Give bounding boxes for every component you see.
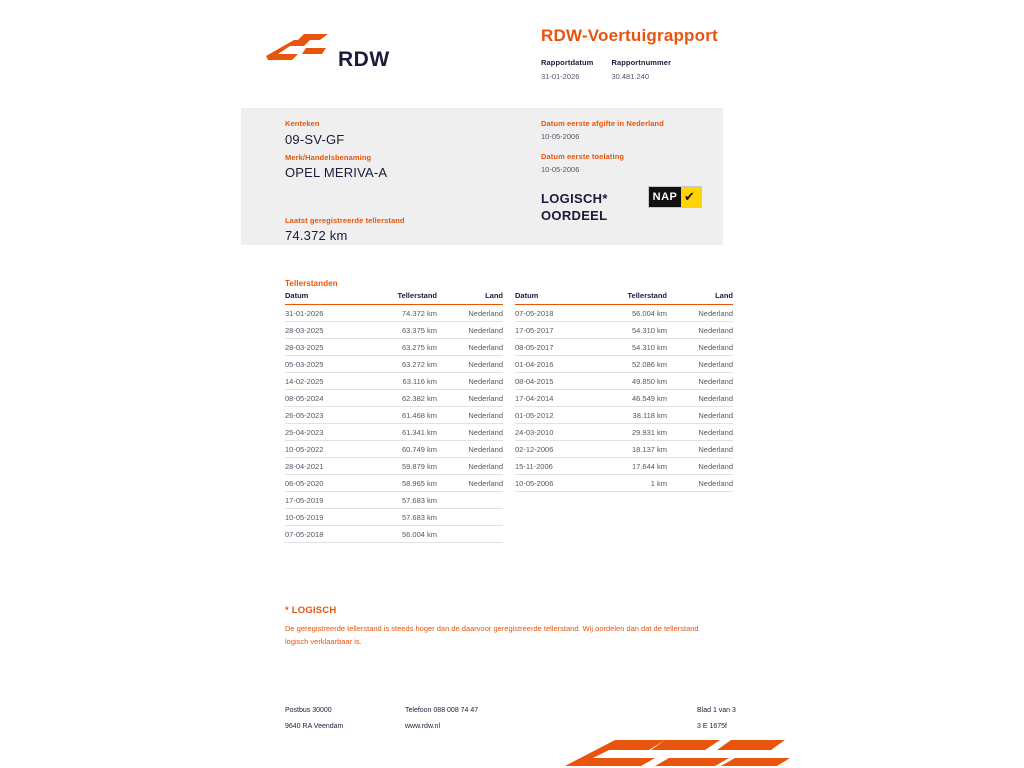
note-body: De geregistreerde tellerstand is steeds hoger dan de daarvoor geregistreerde tellerstand. Wij oordelen dan dat de tellerstand logisch verklaarbaar is.	[285, 624, 699, 646]
vehicle-summary-panel	[241, 108, 723, 245]
first-issue-label: Datum eerste afgifte in Nederland	[541, 119, 664, 128]
cell-datum: 25-04-2023	[285, 424, 359, 441]
col-land: Land	[455, 291, 503, 305]
table-row	[515, 305, 733, 322]
report-date-block	[541, 58, 607, 81]
cell-land: Nederland	[685, 356, 733, 373]
cell-land: Nederland	[685, 322, 733, 339]
table-row	[515, 458, 733, 475]
cell-datum: 28-03-2025	[285, 339, 359, 356]
cell-datum: 14-02-2025	[285, 373, 359, 390]
report-number-block	[611, 58, 671, 81]
cell-tellerstand: 60.749 km	[359, 441, 455, 458]
cell-land: Nederland	[455, 390, 503, 407]
cell-land	[455, 492, 503, 509]
table-row	[285, 373, 503, 390]
odometer-section-title: Tellerstanden	[285, 279, 338, 288]
cell-land: Nederland	[455, 407, 503, 424]
col-land: Land	[685, 291, 733, 305]
report-number-label: Rapportnummer	[611, 58, 672, 67]
cell-datum: 01-05-2012	[515, 407, 589, 424]
cell-datum: 08-05-2024	[285, 390, 359, 407]
report-number-value: 30.481.240	[611, 72, 649, 81]
cell-land	[455, 526, 503, 543]
cell-tellerstand: 63.275 km	[359, 339, 455, 356]
footer-page-info	[697, 703, 736, 735]
cell-tellerstand: 54.310 km	[589, 322, 685, 339]
cell-tellerstand: 52.086 km	[589, 356, 685, 373]
table-row	[515, 339, 733, 356]
cell-land: Nederland	[455, 305, 503, 322]
cell-land: Nederland	[685, 475, 733, 492]
cell-datum: 07-05-2018	[515, 305, 589, 322]
table-row	[515, 475, 733, 492]
cell-datum: 24-03-2010	[515, 424, 589, 441]
table-row	[515, 424, 733, 441]
col-tellerstand: Tellerstand	[359, 291, 455, 305]
cell-datum: 17-05-2019	[285, 492, 359, 509]
table-row	[285, 305, 503, 322]
cell-tellerstand: 49.850 km	[589, 373, 685, 390]
cell-land: Nederland	[685, 339, 733, 356]
cell-land: Nederland	[455, 475, 503, 492]
cell-tellerstand: 54.310 km	[589, 339, 685, 356]
report-title: RDW-Voertuigrapport	[541, 26, 718, 45]
cell-datum: 15-11-2006	[515, 458, 589, 475]
rdw-logo-icon	[264, 34, 330, 64]
footer-decoration-icon	[545, 738, 790, 768]
cell-tellerstand: 62.382 km	[359, 390, 455, 407]
table-row	[285, 441, 503, 458]
cell-datum: 08-04-2015	[515, 373, 589, 390]
cell-datum: 10-05-2022	[285, 441, 359, 458]
cell-tellerstand: 63.116 km	[359, 373, 455, 390]
footer-address	[285, 703, 343, 735]
cell-land: Nederland	[455, 356, 503, 373]
footer-form-code: 3 E 1675f	[697, 723, 727, 730]
table-row	[285, 526, 503, 543]
cell-land: Nederland	[455, 424, 503, 441]
table-row	[285, 492, 503, 509]
table-row	[515, 356, 733, 373]
cell-tellerstand: 29.931 km	[589, 424, 685, 441]
footer-contact	[405, 703, 478, 735]
cell-land: Nederland	[685, 424, 733, 441]
cell-land: Nederland	[685, 373, 733, 390]
cell-land: Nederland	[685, 305, 733, 322]
first-issue-value: 10-05-2006	[541, 132, 580, 141]
cell-datum: 28-03-2025	[285, 322, 359, 339]
cell-tellerstand: 1 km	[589, 475, 685, 492]
table-row	[515, 441, 733, 458]
cell-tellerstand: 56.004 km	[359, 526, 455, 543]
table-row	[515, 407, 733, 424]
table-row	[285, 424, 503, 441]
cell-tellerstand: 46.549 km	[589, 390, 685, 407]
cell-land: Nederland	[455, 373, 503, 390]
report-date-label: Rapportdatum	[541, 58, 594, 67]
cell-land: Nederland	[685, 441, 733, 458]
first-admission-label: Datum eerste toelating	[541, 152, 625, 161]
judgement-line-1: LOGISCH*	[541, 191, 608, 206]
odometer-label: Laatst geregistreerde tellerstand	[285, 216, 405, 225]
footer-address-line-1: Postbus 30000	[285, 707, 332, 714]
footer-website[interactable]: www.rdw.nl	[405, 723, 441, 730]
cell-datum: 07-05-2018	[285, 526, 359, 543]
table-header-row	[285, 291, 503, 305]
cell-tellerstand: 74.372 km	[359, 305, 455, 322]
licence-label: Kenteken	[285, 119, 320, 128]
odometer-value: 74.372 km	[285, 228, 348, 243]
cell-datum: 26-05-2023	[285, 407, 359, 424]
cell-tellerstand: 61.341 km	[359, 424, 455, 441]
nap-badge	[648, 186, 702, 208]
cell-land	[455, 509, 503, 526]
cell-tellerstand: 17.644 km	[589, 458, 685, 475]
table-row	[285, 356, 503, 373]
table-row	[285, 458, 503, 475]
table-row	[515, 390, 733, 407]
col-tellerstand: Tellerstand	[589, 291, 685, 305]
nap-check-box	[681, 187, 701, 207]
report-date-value: 31-01-2026	[541, 72, 580, 81]
cell-tellerstand: 56.004 km	[589, 305, 685, 322]
cell-tellerstand: 59.879 km	[359, 458, 455, 475]
cell-datum: 01-04-2016	[515, 356, 589, 373]
cell-datum: 08-05-2017	[515, 339, 589, 356]
footer-phone: Telefoon 088 008 74 47	[405, 707, 479, 714]
cell-datum: 05-03-2025	[285, 356, 359, 373]
table-row	[285, 475, 503, 492]
table-row	[285, 339, 503, 356]
cell-land: Nederland	[455, 322, 503, 339]
cell-datum: 10-05-2006	[515, 475, 589, 492]
cell-datum: 17-05-2017	[515, 322, 589, 339]
cell-datum: 02-12-2006	[515, 441, 589, 458]
cell-datum: 06-05-2020	[285, 475, 359, 492]
judgement-text	[541, 190, 608, 224]
first-admission-value: 10-05-2006	[541, 165, 580, 174]
footer-address-line-2: 9640 RA Veendam	[285, 723, 344, 730]
note-title: * LOGISCH	[285, 605, 337, 616]
cell-datum: 28-04-2021	[285, 458, 359, 475]
odometer-table-right	[515, 291, 733, 492]
cell-datum: 17-04-2014	[515, 390, 589, 407]
cell-datum: 31-01-2026	[285, 305, 359, 322]
cell-tellerstand: 61.468 km	[359, 407, 455, 424]
table-row	[285, 509, 503, 526]
cell-tellerstand: 63.375 km	[359, 322, 455, 339]
cell-tellerstand: 63.272 km	[359, 356, 455, 373]
cell-datum: 10-05-2019	[285, 509, 359, 526]
footer-page-number: Blad 1 van 3	[697, 707, 736, 714]
report-meta	[541, 58, 841, 81]
cell-tellerstand: 57.683 km	[359, 509, 455, 526]
brand-label: Merk/Handelsbenaming	[285, 153, 372, 162]
cell-tellerstand: 58.965 km	[359, 475, 455, 492]
cell-land: Nederland	[455, 339, 503, 356]
odometer-table-left	[285, 291, 503, 543]
table-row	[515, 322, 733, 339]
table-row	[285, 322, 503, 339]
cell-land: Nederland	[685, 390, 733, 407]
brand-value: OPEL MERIVA-A	[285, 165, 388, 180]
table-row	[285, 390, 503, 407]
licence-value: 09-SV-GF	[285, 132, 345, 147]
table-row	[285, 407, 503, 424]
table-row	[515, 373, 733, 390]
nap-label: NAP	[649, 187, 681, 207]
cell-tellerstand: 57.683 km	[359, 492, 455, 509]
rdw-logo-text: RDW	[338, 48, 390, 71]
col-datum: Datum	[515, 291, 589, 305]
cell-land: Nederland	[455, 441, 503, 458]
col-datum: Datum	[285, 291, 359, 305]
judgement-line-2: OORDEEL	[541, 208, 608, 223]
cell-land: Nederland	[455, 458, 503, 475]
table-header-row	[515, 291, 733, 305]
cell-tellerstand: 38.118 km	[589, 407, 685, 424]
cell-tellerstand: 18.137 km	[589, 441, 685, 458]
cell-land: Nederland	[685, 458, 733, 475]
check-icon: ✔	[684, 189, 695, 204]
cell-land: Nederland	[685, 407, 733, 424]
rdw-logo	[264, 26, 404, 70]
